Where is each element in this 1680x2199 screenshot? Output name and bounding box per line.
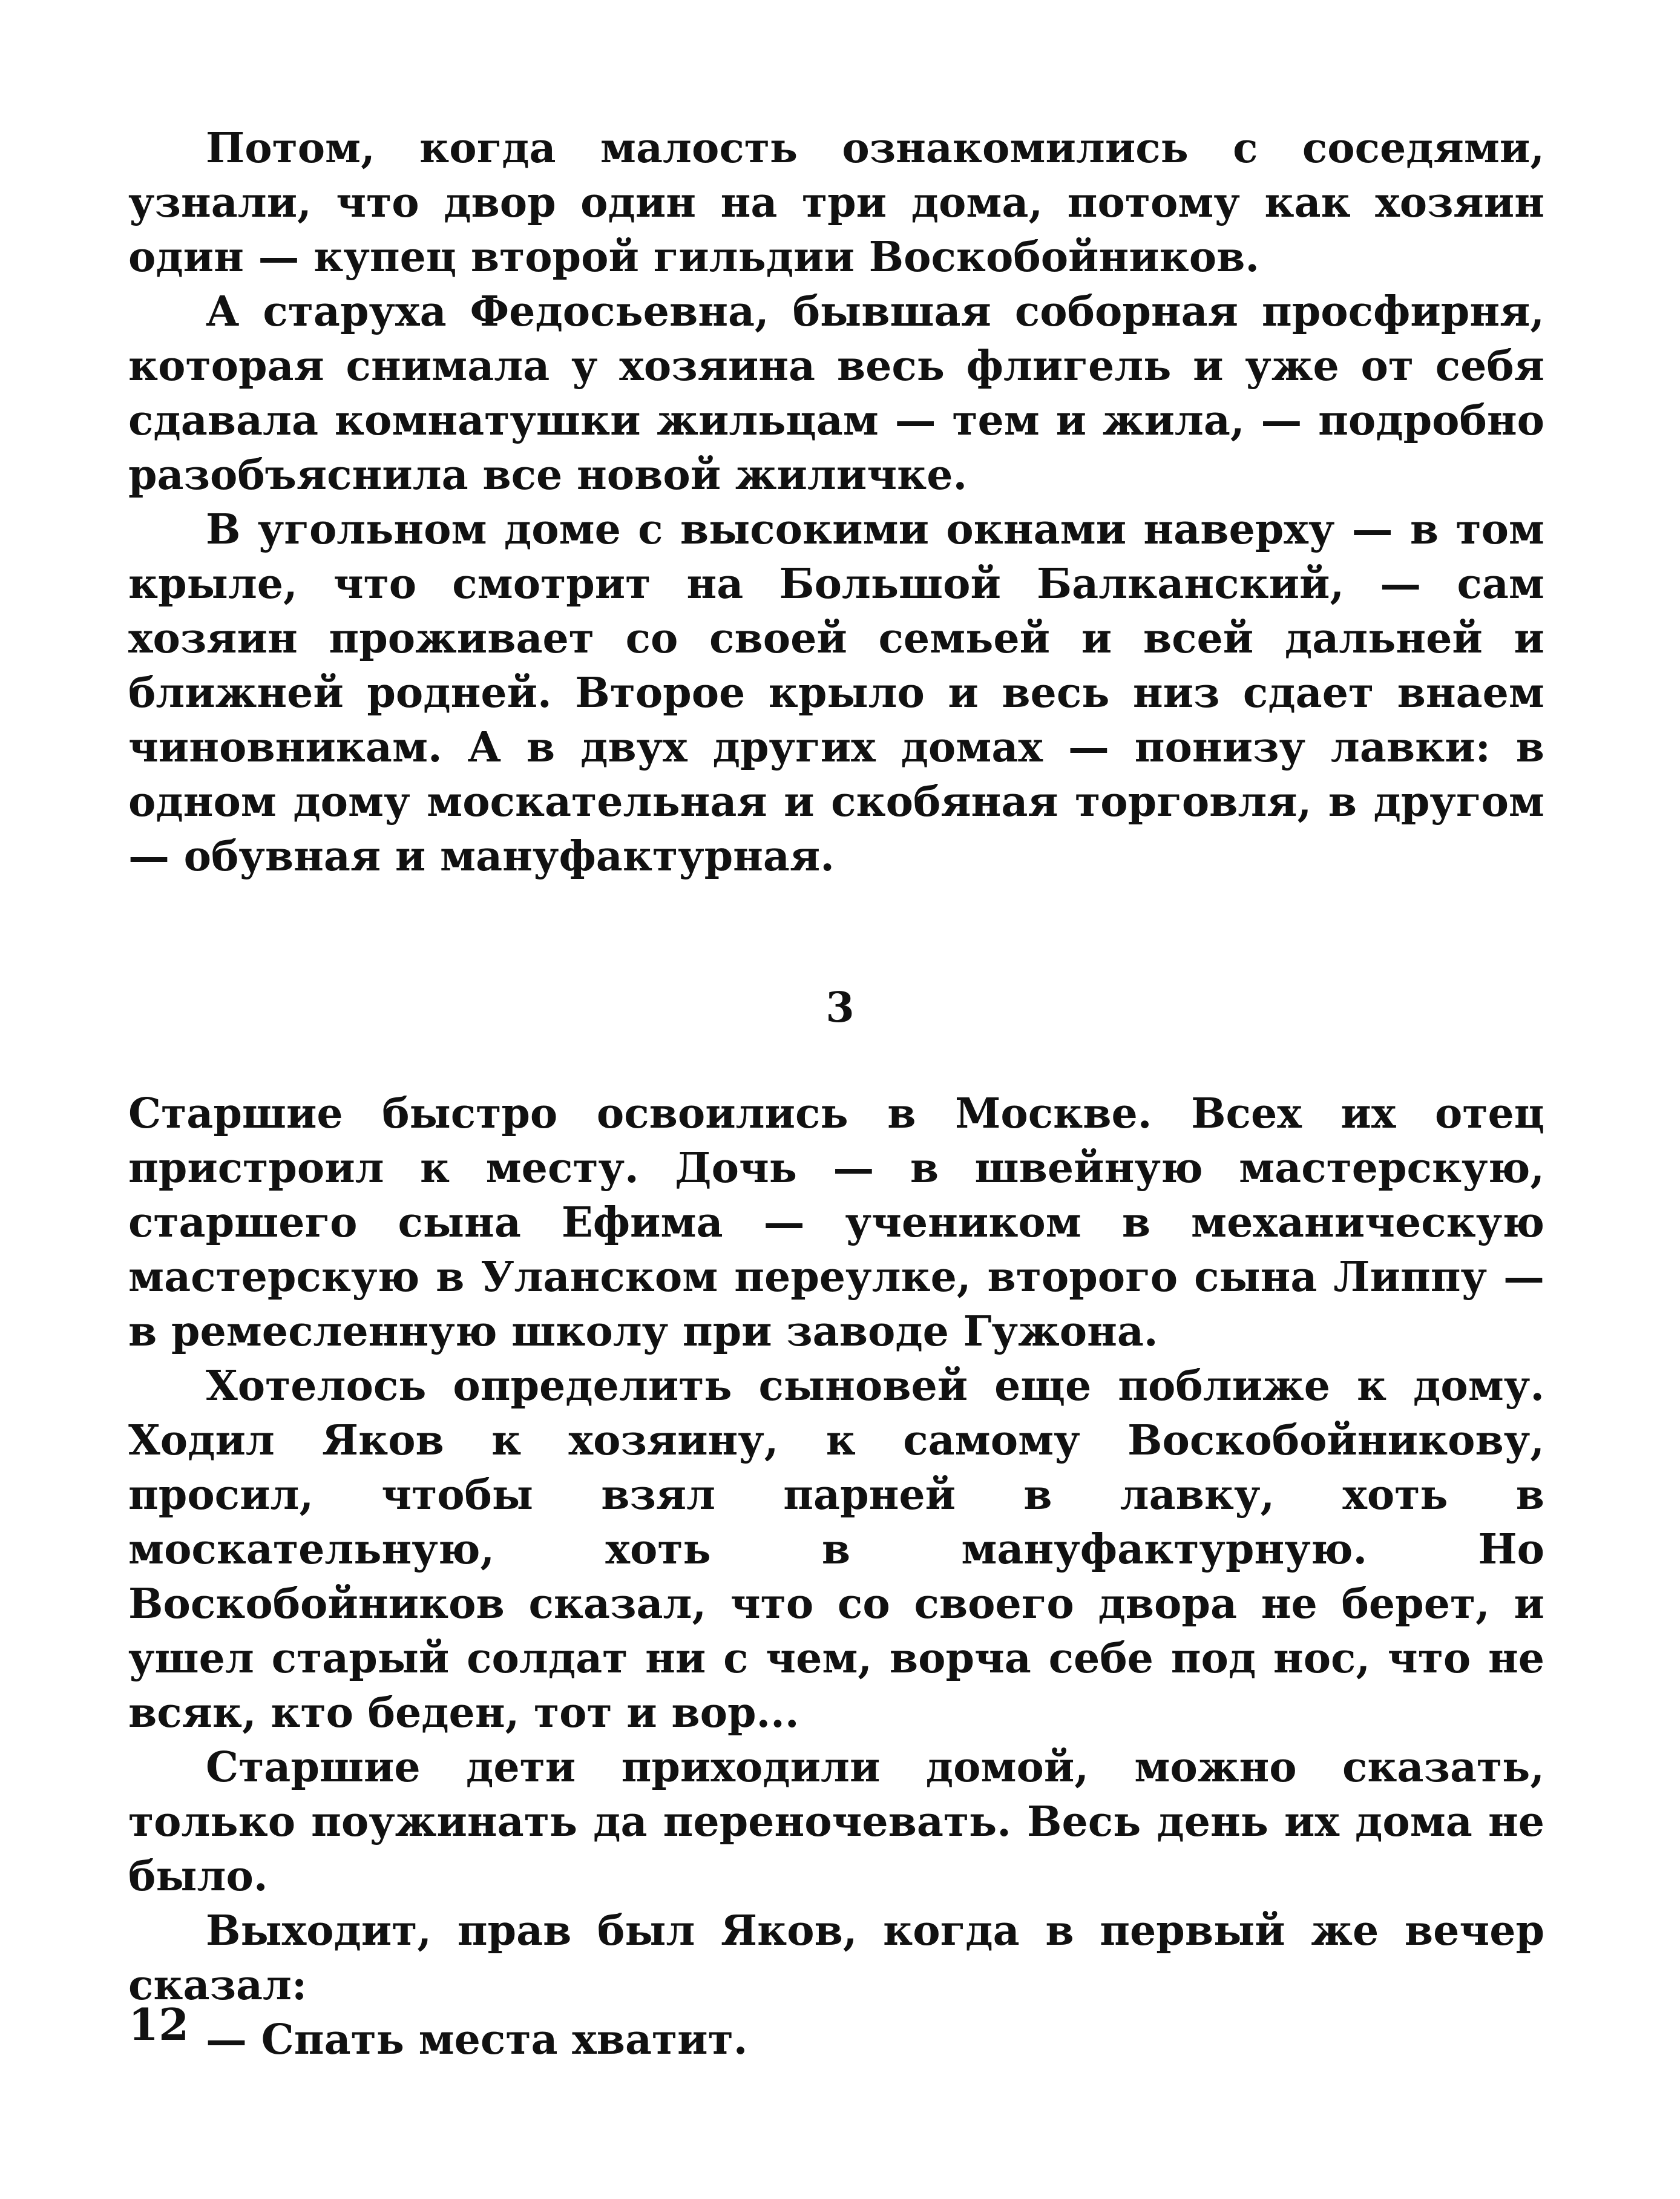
section-number: 3 <box>825 984 855 1032</box>
page-number: 12 <box>128 1999 189 2050</box>
text-block-top <box>128 121 1544 884</box>
paragraph: Выходит, прав был Яков, когда в первый же вечер сказал: <box>128 1907 1544 2010</box>
paragraph: Старшие дети приходили домой, можно сказать, только поужинать да переночевать. Весь день их дома не было. <box>128 1743 1544 1901</box>
paragraph: Старшие быстро освоились в Москве. Всех их отец пристроил к месту. Дочь — в швейную мастерскую, старшего сына Ефима — учеником в механическую мастерскую в Уланском переулке, второго сына Липпу — в ремесленную школу при заводе Гужона. <box>128 1090 1544 1356</box>
paragraph: Потом, когда малость ознакомились с соседями, узнали, что двор один на три дома, потому как хозяин один — купец второй гильдии Воскобойников. <box>128 124 1544 281</box>
paragraph: В угольном доме с высокими окнами наверху — в том крыле, что смотрит на Большой Балканский, — сам хозяин проживает со своей семьей и всей дальней и ближней родней. Второе крыло и весь низ сдает внаем чиновникам. А в двух других домах — понизу лавки: в одном дому москательная и скобяная торговля, в другом — обувная и мануфактурная. <box>128 505 1544 881</box>
paragraph: А старуха Федосьевна, бывшая соборная просфирня, которая снимала у хозяина весь флигель и уже от себя сдавала комнатушки жильцам — тем и жила, — подробно разобъяснила все новой жиличке. <box>128 288 1544 499</box>
text-block-bottom <box>128 1086 1544 2067</box>
dialogue-line: — Спать места хватит. <box>206 2016 748 2064</box>
paragraph: Хотелось определить сыновей еще поближе к дому. Ходил Яков к хозяину, к самому Воскобойникову, просил, чтобы взял парней в лавку, хоть в москательную, хоть в мануфактурную. Но Воскобойников сказал, что со своего двора не берет, и ушел старый солдат ни с чем, ворча себе под нос, что не всяк, кто беден, тот и вор... <box>128 1362 1544 1737</box>
